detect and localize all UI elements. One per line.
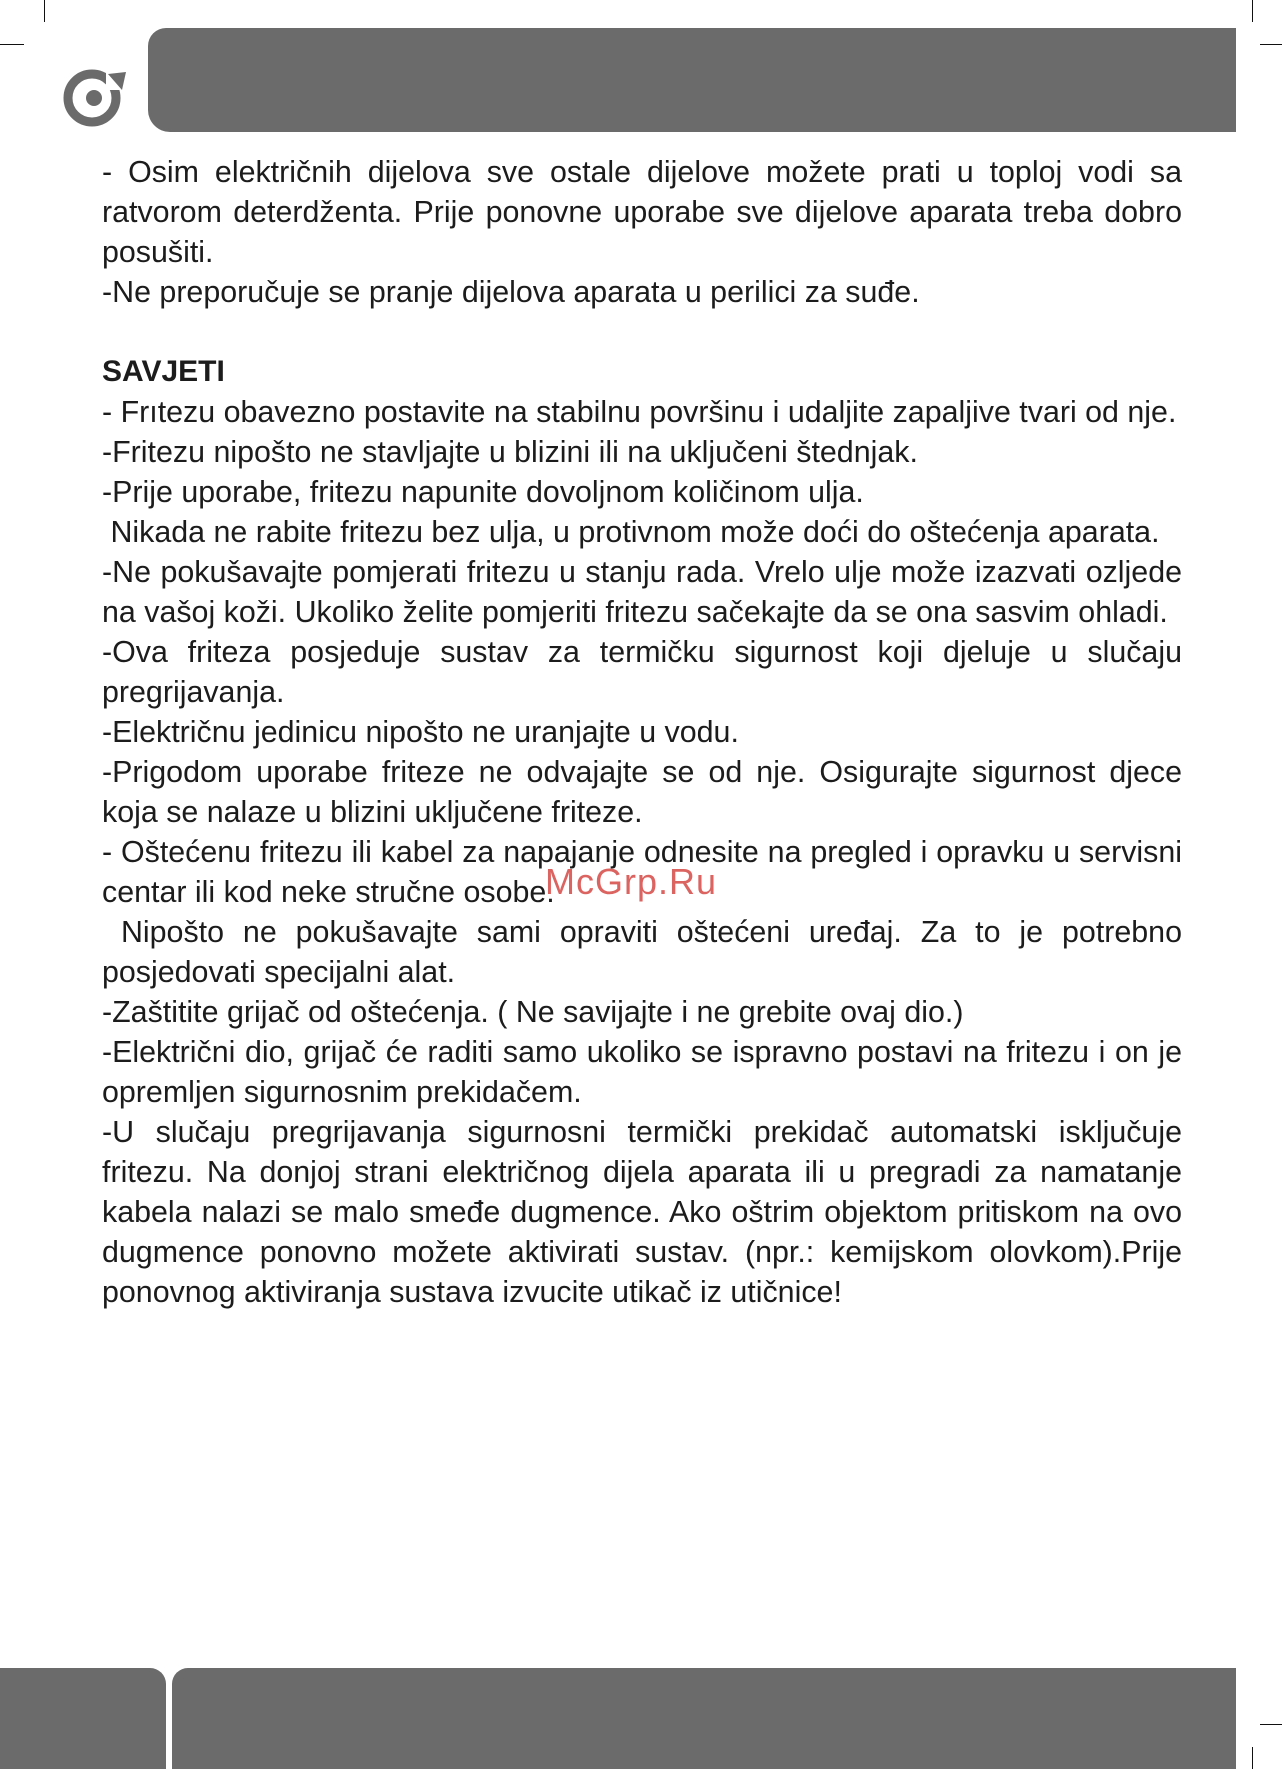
tip-paragraph: -Ova friteza posjeduje sustav za termičku sigurnost koji djeluje u slučaju pregrijavanja. [102, 635, 1182, 709]
header-bar [148, 28, 1236, 132]
tip-paragraph: Nikada ne rabite fritezu bez ulja, u protivnom može doći do oštećenja aparata. [102, 515, 1160, 549]
tip-paragraph: -Prigodom uporabe friteze ne odvajajte se od nje. Osigurajte sigurnost djece koja se nalaze u blizini uključene friteze. [102, 755, 1182, 829]
tip-paragraph: Nipošto ne pokušavajte sami opraviti oštećeni uređaj. Za to je potrebno posjedovati specijalni alat. [102, 915, 1191, 989]
crop-mark [1252, 0, 1253, 22]
tip-paragraph: -Električni dio, grijač će raditi samo ukoliko se ispravno postavi na fritezu i on je opremljen sigurnosnim prekidačem. [102, 1035, 1182, 1109]
tip-paragraph: -Električnu jedinicu nipošto ne uranjajte u vodu. [102, 715, 739, 749]
intro-paragraph: -Ne preporučuje se pranje dijelova aparata u perilici za suđe. [102, 275, 920, 309]
page-content [102, 152, 1191, 1312]
tip-paragraph: -Ne pokušavajte pomjerati fritezu u stanju rada. Vrelo ulje može izazvati ozljede na vašoj koži. Ukoliko želite pomjeriti fritezu sačekajte da se ona sasvim ohladi. [102, 555, 1182, 629]
tip-paragraph: - Frıtezu obavezno postavite na stabilnu površinu i udaljite zapaljive tvari od nje. [102, 395, 1177, 429]
crop-mark [44, 0, 45, 22]
footer-page-tab [0, 1668, 166, 1769]
crop-mark [1260, 44, 1282, 45]
crop-mark [0, 44, 24, 45]
tip-paragraph: -U slučaju pregrijavanja sigurnosni termički prekidač automatski isključuje fritezu. Na donjoj strani električnog dijela aparata ili u pregradi za namatanje kabela nalazi se malo smeđe dugmence. Ako oštrim objektom pritiskom na ovo dugmence ponovno možete aktivirati sustav. (npr.: kemijskom olovkom).Prije ponovnog aktiviranja sustava izvucite utikač iz utičnice! [102, 1115, 1182, 1309]
intro-paragraph: - Osim električnih dijelova sve ostale dijelove možete prati u toploj vodi sa ratvorom deterdženta. Prije ponovne uporabe sve dijelove aparata treba dobro posušiti. [102, 155, 1182, 269]
section-title: SAVJETI [102, 355, 225, 388]
crop-mark [1260, 1724, 1282, 1725]
tip-paragraph: -Zaštitite grijač od oštećenja. ( Ne savijajte i ne grebite ovaj dio.) [102, 995, 964, 1029]
crop-mark [1252, 1747, 1253, 1769]
tip-paragraph: -Fritezu nipošto ne stavljajte u blizini ili na uključeni štednjak. [102, 435, 918, 469]
tip-paragraph: -Prije uporabe, fritezu napunite dovoljnom količinom ulja. [102, 475, 864, 509]
tip-paragraph: - Oštećenu fritezu ili kabel za napajanje odnesite na pregled i opravku u servisni centar ili kod neke stručne osobe. [102, 835, 1182, 909]
orbit-logo-icon [62, 68, 128, 128]
watermark: McGrp.Ru [545, 861, 718, 902]
footer-bar [172, 1668, 1236, 1769]
